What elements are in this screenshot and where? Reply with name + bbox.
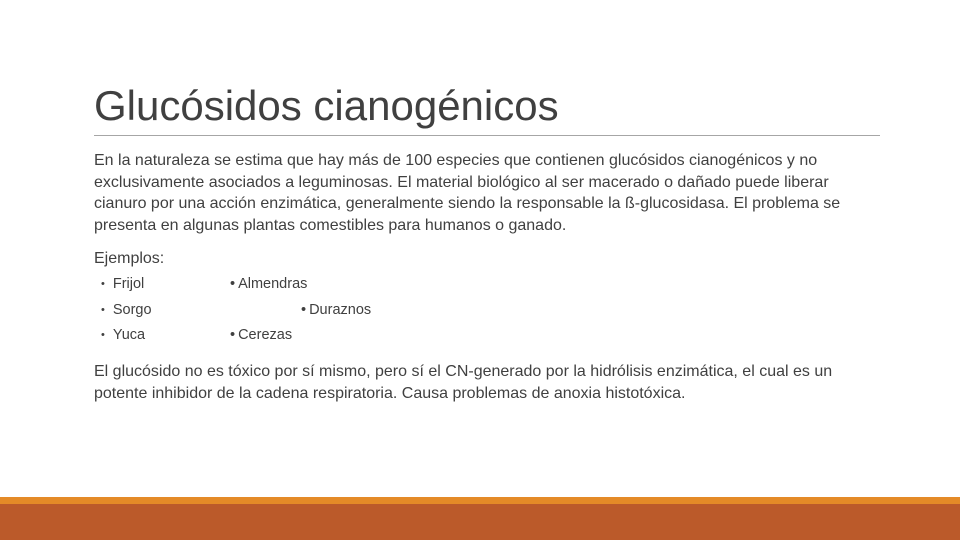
- list-item: • Duraznos: [301, 302, 372, 318]
- slide-title: Glucósidos cianogénicos: [94, 82, 559, 129]
- list-item: • Frijol: [101, 276, 145, 292]
- bullet-icon: •: [301, 302, 307, 318]
- list-item: • Sorgo: [101, 302, 152, 318]
- list-item: • Yuca: [101, 327, 146, 343]
- conclusion-paragraph: El glucósido no es tóxico por sí mismo, pero sí el CN-generado por la hidrólisis enzimática, el cual es un potente inhibidor de la cadena respiratoria. Causa problemas de anoxia histotóxica.: [94, 363, 833, 402]
- title-divider: [94, 135, 880, 136]
- list-item: • Cerezas: [230, 327, 293, 343]
- bullet-icon: •: [101, 329, 105, 341]
- examples-label: Ejemplos:: [94, 250, 165, 267]
- bullet-icon: •: [101, 278, 105, 290]
- list-item: • Almendras: [230, 276, 308, 292]
- bullet-icon: •: [101, 304, 105, 316]
- bullet-icon: •: [230, 276, 236, 292]
- intro-paragraph: En la naturaleza se estima que hay más de 100 especies que contienen glucósidos cianogénicos y no exclusivamente asociados a leguminosas. El material biológico al ser macerado o dañado puede liberar cianuro por una acción enzimática, generalmente siendo la responsable la ß-glucosidasa. El problema se presenta en algunas plantas comestibles para humanos o ganado.: [94, 152, 841, 234]
- accent-stripe: [0, 497, 960, 504]
- footer-bar: [0, 504, 960, 540]
- bullet-icon: •: [230, 327, 236, 343]
